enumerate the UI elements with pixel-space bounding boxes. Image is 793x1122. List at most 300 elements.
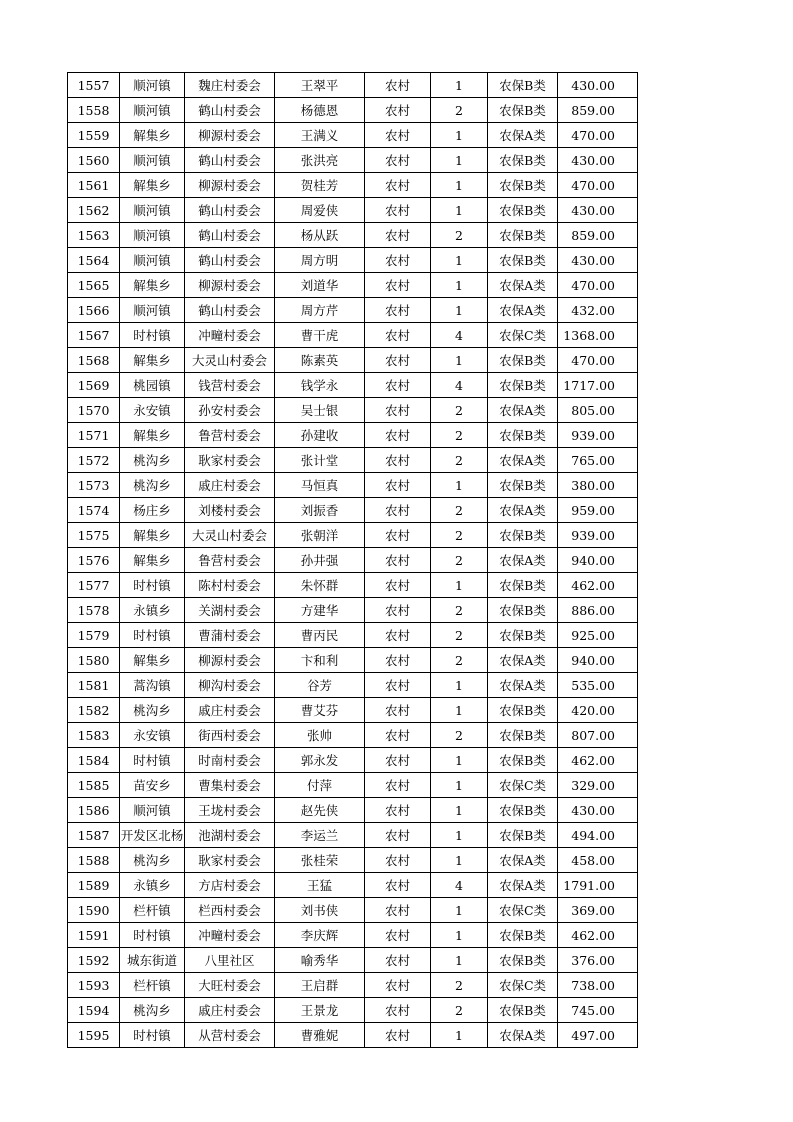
town-cell: 解集乡	[120, 123, 185, 148]
name-cell: 陈素英	[275, 348, 365, 373]
category-cell: 农保B类	[488, 723, 558, 748]
person-count-cell: 1	[431, 273, 488, 298]
village-cell: 柳源村委会	[185, 273, 275, 298]
person-count-cell: 1	[431, 348, 488, 373]
category-cell: 农保B类	[488, 948, 558, 973]
person-count-cell: 2	[431, 623, 488, 648]
table-row	[68, 848, 638, 873]
amount-cell: 939.00	[558, 523, 638, 548]
category-cell: 农保A类	[488, 873, 558, 898]
name-cell: 孙建收	[275, 423, 365, 448]
category-cell: 农保A类	[488, 273, 558, 298]
category-cell: 农保B类	[488, 798, 558, 823]
village-cell: 冲疃村委会	[185, 323, 275, 348]
row-number-cell: 1568	[68, 348, 120, 373]
category-cell: 农保B类	[488, 148, 558, 173]
person-count-cell: 1	[431, 73, 488, 98]
row-number-cell: 1588	[68, 848, 120, 873]
name-cell: 赵先侠	[275, 798, 365, 823]
household-type-cell: 农村	[365, 998, 431, 1023]
amount-cell: 470.00	[558, 123, 638, 148]
town-cell: 时村镇	[120, 1023, 185, 1048]
row-number-cell: 1575	[68, 523, 120, 548]
category-cell: 农保B类	[488, 998, 558, 1023]
person-count-cell: 2	[431, 648, 488, 673]
amount-cell: 430.00	[558, 798, 638, 823]
village-cell: 戚庄村委会	[185, 473, 275, 498]
table-row	[68, 873, 638, 898]
category-cell: 农保B类	[488, 573, 558, 598]
person-count-cell: 1	[431, 773, 488, 798]
table-row	[68, 1023, 638, 1048]
person-count-cell: 1	[431, 848, 488, 873]
row-number-cell: 1580	[68, 648, 120, 673]
amount-cell: 939.00	[558, 423, 638, 448]
name-cell: 刘道华	[275, 273, 365, 298]
name-cell: 张帅	[275, 723, 365, 748]
category-cell: 农保A类	[488, 398, 558, 423]
table-row	[68, 298, 638, 323]
household-type-cell: 农村	[365, 523, 431, 548]
name-cell: 李庆辉	[275, 923, 365, 948]
category-cell: 农保B类	[488, 823, 558, 848]
name-cell: 王猛	[275, 873, 365, 898]
name-cell: 曹艾芬	[275, 698, 365, 723]
table-row	[68, 223, 638, 248]
category-cell: 农保B类	[488, 373, 558, 398]
amount-cell: 470.00	[558, 173, 638, 198]
household-type-cell: 农村	[365, 748, 431, 773]
village-cell: 大灵山村委会	[185, 348, 275, 373]
name-cell: 王景龙	[275, 998, 365, 1023]
town-cell: 永安镇	[120, 398, 185, 423]
person-count-cell: 4	[431, 323, 488, 348]
village-cell: 钱营村委会	[185, 373, 275, 398]
village-cell: 从营村委会	[185, 1023, 275, 1048]
row-number-cell: 1594	[68, 998, 120, 1023]
village-cell: 鲁营村委会	[185, 423, 275, 448]
village-cell: 柳源村委会	[185, 648, 275, 673]
household-type-cell: 农村	[365, 98, 431, 123]
household-type-cell: 农村	[365, 173, 431, 198]
table-row	[68, 248, 638, 273]
table-row	[68, 373, 638, 398]
village-cell: 池湖村委会	[185, 823, 275, 848]
row-number-cell: 1582	[68, 698, 120, 723]
person-count-cell: 1	[431, 1023, 488, 1048]
household-type-cell: 农村	[365, 948, 431, 973]
category-cell: 农保A类	[488, 648, 558, 673]
name-cell: 曹雅妮	[275, 1023, 365, 1048]
town-cell: 顺河镇	[120, 148, 185, 173]
row-number-cell: 1567	[68, 323, 120, 348]
person-count-cell: 1	[431, 673, 488, 698]
amount-cell: 329.00	[558, 773, 638, 798]
household-type-cell: 农村	[365, 273, 431, 298]
name-cell: 张洪亮	[275, 148, 365, 173]
amount-cell: 462.00	[558, 923, 638, 948]
village-cell: 柳源村委会	[185, 173, 275, 198]
table-row	[68, 923, 638, 948]
name-cell: 杨从跃	[275, 223, 365, 248]
person-count-cell: 1	[431, 148, 488, 173]
household-type-cell: 农村	[365, 923, 431, 948]
amount-cell: 470.00	[558, 273, 638, 298]
category-cell: 农保C类	[488, 323, 558, 348]
household-type-cell: 农村	[365, 573, 431, 598]
row-number-cell: 1581	[68, 673, 120, 698]
table-row	[68, 423, 638, 448]
row-number-cell: 1586	[68, 798, 120, 823]
household-type-cell: 农村	[365, 673, 431, 698]
household-type-cell: 农村	[365, 773, 431, 798]
row-number-cell: 1579	[68, 623, 120, 648]
amount-cell: 494.00	[558, 823, 638, 848]
table-row	[68, 773, 638, 798]
table-row	[68, 148, 638, 173]
table-row	[68, 948, 638, 973]
table-row	[68, 823, 638, 848]
town-cell: 苗安乡	[120, 773, 185, 798]
town-cell: 时村镇	[120, 748, 185, 773]
row-number-cell: 1578	[68, 598, 120, 623]
amount-cell: 1791.00	[558, 873, 638, 898]
town-cell: 永镇乡	[120, 598, 185, 623]
row-number-cell: 1590	[68, 898, 120, 923]
village-cell: 鹤山村委会	[185, 298, 275, 323]
amount-cell: 535.00	[558, 673, 638, 698]
category-cell: 农保C类	[488, 898, 558, 923]
amount-cell: 369.00	[558, 898, 638, 923]
name-cell: 钱学永	[275, 373, 365, 398]
village-cell: 曹蒲村委会	[185, 623, 275, 648]
village-cell: 柳沟村委会	[185, 673, 275, 698]
household-type-cell: 农村	[365, 448, 431, 473]
row-number-cell: 1593	[68, 973, 120, 998]
village-cell: 冲疃村委会	[185, 923, 275, 948]
village-cell: 鹤山村委会	[185, 223, 275, 248]
amount-cell: 738.00	[558, 973, 638, 998]
town-cell: 解集乡	[120, 173, 185, 198]
amount-cell: 859.00	[558, 98, 638, 123]
town-cell: 解集乡	[120, 523, 185, 548]
row-number-cell: 1563	[68, 223, 120, 248]
person-count-cell: 4	[431, 373, 488, 398]
village-cell: 陈村村委会	[185, 573, 275, 598]
category-cell: 农保C类	[488, 773, 558, 798]
household-type-cell: 农村	[365, 323, 431, 348]
category-cell: 农保B类	[488, 348, 558, 373]
person-count-cell: 2	[431, 223, 488, 248]
row-number-cell: 1559	[68, 123, 120, 148]
household-type-cell: 农村	[365, 348, 431, 373]
category-cell: 农保C类	[488, 973, 558, 998]
row-number-cell: 1595	[68, 1023, 120, 1048]
village-cell: 大灵山村委会	[185, 523, 275, 548]
household-type-cell: 农村	[365, 298, 431, 323]
town-cell: 城东街道	[120, 948, 185, 973]
town-cell: 解集乡	[120, 348, 185, 373]
category-cell: 农保B类	[488, 748, 558, 773]
row-number-cell: 1587	[68, 823, 120, 848]
table-row	[68, 698, 638, 723]
town-cell: 永安镇	[120, 723, 185, 748]
table-row	[68, 973, 638, 998]
name-cell: 曹干虎	[275, 323, 365, 348]
amount-cell: 959.00	[558, 498, 638, 523]
name-cell: 曹丙民	[275, 623, 365, 648]
amount-cell: 745.00	[558, 998, 638, 1023]
category-cell: 农保A类	[488, 123, 558, 148]
person-count-cell: 1	[431, 923, 488, 948]
person-count-cell: 2	[431, 523, 488, 548]
table-row	[68, 598, 638, 623]
town-cell: 时村镇	[120, 323, 185, 348]
person-count-cell: 1	[431, 823, 488, 848]
town-cell: 解集乡	[120, 273, 185, 298]
name-cell: 王启群	[275, 973, 365, 998]
name-cell: 郭永发	[275, 748, 365, 773]
person-count-cell: 2	[431, 498, 488, 523]
town-cell: 解集乡	[120, 648, 185, 673]
category-cell: 农保B类	[488, 73, 558, 98]
table-row	[68, 748, 638, 773]
amount-cell: 859.00	[558, 223, 638, 248]
village-cell: 耿家村委会	[185, 448, 275, 473]
person-count-cell: 1	[431, 298, 488, 323]
town-cell: 时村镇	[120, 573, 185, 598]
town-cell: 桃沟乡	[120, 848, 185, 873]
category-cell: 农保B类	[488, 98, 558, 123]
town-cell: 桃园镇	[120, 373, 185, 398]
category-cell: 农保B类	[488, 598, 558, 623]
amount-cell: 470.00	[558, 348, 638, 373]
name-cell: 李运兰	[275, 823, 365, 848]
village-cell: 鲁营村委会	[185, 548, 275, 573]
table-row	[68, 548, 638, 573]
person-count-cell: 2	[431, 598, 488, 623]
village-cell: 街西村委会	[185, 723, 275, 748]
table-row	[68, 98, 638, 123]
town-cell: 桃沟乡	[120, 998, 185, 1023]
village-cell: 鹤山村委会	[185, 148, 275, 173]
amount-cell: 420.00	[558, 698, 638, 723]
household-type-cell: 农村	[365, 123, 431, 148]
village-cell: 鹤山村委会	[185, 248, 275, 273]
category-cell: 农保A类	[488, 848, 558, 873]
table-row	[68, 198, 638, 223]
town-cell: 顺河镇	[120, 798, 185, 823]
table-row	[68, 798, 638, 823]
row-number-cell: 1557	[68, 73, 120, 98]
row-number-cell: 1592	[68, 948, 120, 973]
assistance-table	[67, 72, 638, 1048]
row-number-cell: 1569	[68, 373, 120, 398]
category-cell: 农保A类	[488, 298, 558, 323]
town-cell: 时村镇	[120, 923, 185, 948]
household-type-cell: 农村	[365, 73, 431, 98]
name-cell: 周方明	[275, 248, 365, 273]
person-count-cell: 2	[431, 548, 488, 573]
person-count-cell: 4	[431, 873, 488, 898]
name-cell: 喻秀华	[275, 948, 365, 973]
row-number-cell: 1572	[68, 448, 120, 473]
table-row	[68, 398, 638, 423]
person-count-cell: 1	[431, 698, 488, 723]
amount-cell: 1368.00	[558, 323, 638, 348]
person-count-cell: 2	[431, 448, 488, 473]
row-number-cell: 1583	[68, 723, 120, 748]
person-count-cell: 1	[431, 798, 488, 823]
name-cell: 张计堂	[275, 448, 365, 473]
amount-cell: 432.00	[558, 298, 638, 323]
category-cell: 农保A类	[488, 548, 558, 573]
person-count-cell: 2	[431, 998, 488, 1023]
amount-cell: 462.00	[558, 573, 638, 598]
person-count-cell: 2	[431, 398, 488, 423]
household-type-cell: 农村	[365, 848, 431, 873]
person-count-cell: 2	[431, 723, 488, 748]
name-cell: 刘书侠	[275, 898, 365, 923]
table-row	[68, 723, 638, 748]
amount-cell: 458.00	[558, 848, 638, 873]
row-number-cell: 1561	[68, 173, 120, 198]
name-cell: 卞和利	[275, 648, 365, 673]
category-cell: 农保B类	[488, 423, 558, 448]
amount-cell: 925.00	[558, 623, 638, 648]
town-cell: 栏杆镇	[120, 973, 185, 998]
village-cell: 耿家村委会	[185, 848, 275, 873]
household-type-cell: 农村	[365, 548, 431, 573]
amount-cell: 430.00	[558, 248, 638, 273]
household-type-cell: 农村	[365, 423, 431, 448]
category-cell: 农保B类	[488, 923, 558, 948]
town-cell: 解集乡	[120, 548, 185, 573]
row-number-cell: 1571	[68, 423, 120, 448]
category-cell: 农保B类	[488, 198, 558, 223]
village-cell: 戚庄村委会	[185, 698, 275, 723]
table-row	[68, 123, 638, 148]
amount-cell: 462.00	[558, 748, 638, 773]
category-cell: 农保A类	[488, 673, 558, 698]
amount-cell: 376.00	[558, 948, 638, 973]
table-row	[68, 473, 638, 498]
household-type-cell: 农村	[365, 1023, 431, 1048]
name-cell: 贺桂芳	[275, 173, 365, 198]
amount-cell: 765.00	[558, 448, 638, 473]
category-cell: 农保B类	[488, 523, 558, 548]
village-cell: 鹤山村委会	[185, 198, 275, 223]
household-type-cell: 农村	[365, 223, 431, 248]
household-type-cell: 农村	[365, 798, 431, 823]
village-cell: 王垅村委会	[185, 798, 275, 823]
amount-cell: 805.00	[558, 398, 638, 423]
household-type-cell: 农村	[365, 873, 431, 898]
person-count-cell: 1	[431, 573, 488, 598]
row-number-cell: 1560	[68, 148, 120, 173]
village-cell: 柳源村委会	[185, 123, 275, 148]
name-cell: 朱怀群	[275, 573, 365, 598]
household-type-cell: 农村	[365, 823, 431, 848]
amount-cell: 886.00	[558, 598, 638, 623]
table-row	[68, 673, 638, 698]
household-type-cell: 农村	[365, 723, 431, 748]
amount-cell: 940.00	[558, 648, 638, 673]
town-cell: 栏杆镇	[120, 898, 185, 923]
village-cell: 曹集村委会	[185, 773, 275, 798]
village-cell: 栏西村委会	[185, 898, 275, 923]
village-cell: 刘楼村委会	[185, 498, 275, 523]
category-cell: 农保B类	[488, 473, 558, 498]
household-type-cell: 农村	[365, 473, 431, 498]
town-cell: 顺河镇	[120, 73, 185, 98]
town-cell: 时村镇	[120, 623, 185, 648]
row-number-cell: 1558	[68, 98, 120, 123]
household-type-cell: 农村	[365, 598, 431, 623]
amount-cell: 497.00	[558, 1023, 638, 1048]
town-cell: 顺河镇	[120, 298, 185, 323]
household-type-cell: 农村	[365, 148, 431, 173]
name-cell: 孙井强	[275, 548, 365, 573]
town-cell: 桃沟乡	[120, 448, 185, 473]
village-cell: 时南村委会	[185, 748, 275, 773]
town-cell: 桃沟乡	[120, 473, 185, 498]
row-number-cell: 1589	[68, 873, 120, 898]
amount-cell: 430.00	[558, 73, 638, 98]
amount-cell: 807.00	[558, 723, 638, 748]
household-type-cell: 农村	[365, 623, 431, 648]
table-row	[68, 173, 638, 198]
household-type-cell: 农村	[365, 398, 431, 423]
town-cell: 顺河镇	[120, 198, 185, 223]
amount-cell: 430.00	[558, 198, 638, 223]
person-count-cell: 1	[431, 748, 488, 773]
row-number-cell: 1573	[68, 473, 120, 498]
name-cell: 周爱侠	[275, 198, 365, 223]
table-row	[68, 73, 638, 98]
town-cell: 顺河镇	[120, 223, 185, 248]
household-type-cell: 农村	[365, 248, 431, 273]
row-number-cell: 1584	[68, 748, 120, 773]
person-count-cell: 1	[431, 248, 488, 273]
person-count-cell: 2	[431, 423, 488, 448]
name-cell: 王翠平	[275, 73, 365, 98]
person-count-cell: 2	[431, 98, 488, 123]
village-cell: 方店村委会	[185, 873, 275, 898]
name-cell: 刘振香	[275, 498, 365, 523]
person-count-cell: 1	[431, 198, 488, 223]
table-row	[68, 623, 638, 648]
person-count-cell: 1	[431, 948, 488, 973]
household-type-cell: 农村	[365, 373, 431, 398]
table-row	[68, 323, 638, 348]
name-cell: 谷芳	[275, 673, 365, 698]
name-cell: 王满义	[275, 123, 365, 148]
table-body	[68, 73, 638, 1048]
table-row	[68, 998, 638, 1023]
table-row	[68, 573, 638, 598]
row-number-cell: 1574	[68, 498, 120, 523]
row-number-cell: 1566	[68, 298, 120, 323]
category-cell: 农保B类	[488, 223, 558, 248]
row-number-cell: 1585	[68, 773, 120, 798]
village-cell: 戚庄村委会	[185, 998, 275, 1023]
village-cell: 大旺村委会	[185, 973, 275, 998]
category-cell: 农保A类	[488, 498, 558, 523]
name-cell: 方建华	[275, 598, 365, 623]
row-number-cell: 1576	[68, 548, 120, 573]
village-cell: 孙安村委会	[185, 398, 275, 423]
